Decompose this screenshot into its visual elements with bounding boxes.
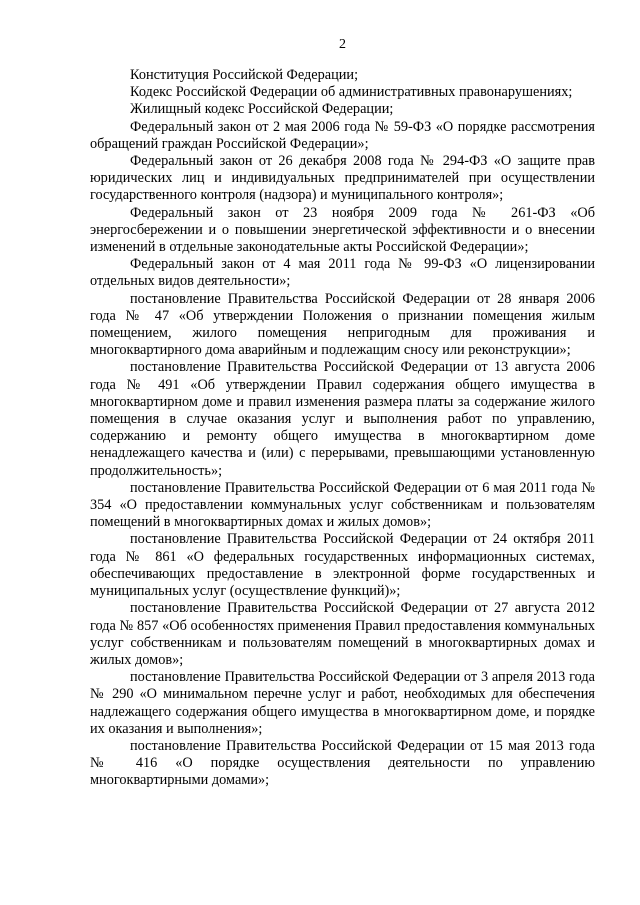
legal-act-item: постановление Правительства Российской Федерации от 24 октября 2011 года № 861 «О федеральных государственных информационных системах, обеспечивающих предоставление в электронной форме государственных и муниципальных услуг (осуществление функций)»; [90,531,595,600]
legal-act-item: Федеральный закон от 4 мая 2011 года № 99-ФЗ «О лицензировании отдельных видов деятельности»; [90,256,595,290]
legal-act-item: постановление Правительства Российской Федерации от 15 мая 2013 года № 416 «О порядке осуществления деятельности по управлению многоквартирными домами»; [90,737,595,789]
legal-act-item: Федеральный закон от 2 мая 2006 года № 59-ФЗ «О порядке рассмотрения обращений граждан Российской Федерации»; [90,118,595,152]
legal-act-item: Федеральный закон от 23 ноября 2009 года № 261-ФЗ «Об энергосбережении и о повышении энергетической эффективности и о внесении изменений в отдельные законодательные акты Российской Федерации»; [90,204,595,256]
legal-act-item: постановление Правительства Российской Федерации от 13 августа 2006 года № 491 «Об утверждении Правил содержания общего имущества в многоквартирном доме и правил изменения размера платы за содержание жилого помещения в случае оказания услуг и выполнения работ по управлению, содержанию и ремонту общего имущества в многоквартирном доме ненадлежащего качества и (или) с перерывами, превышающими установленную продолжительность»; [90,359,595,479]
legal-act-item: постановление Правительства Российской Федерации от 27 августа 2012 года № 857 «Об особенностях применения Правил предоставления коммунальных услуг собственникам и пользователям помещений в многоквартирных домах и жилых домов»; [90,600,595,668]
legal-act-item: Жилищный кодекс Российской Федерации; [130,101,394,118]
legal-act-item: постановление Правительства Российской Федерации от 6 мая 2011 года № 354 «О предоставлении коммунальных услуг собственникам и пользователям помещений в многоквартирных домах и жилых домов»; [90,479,595,531]
legal-act-item: Конституция Российской Федерации; [130,67,359,83]
legal-act-item: постановление Правительства Российской Федерации от 3 апреля 2013 года № 290 «О минимальном перечне услуг и работ, необходимых для обеспечения надлежащего содержания общего имущества в многоквартирном доме, и порядке их оказания и выполнения»; [90,669,595,737]
legal-act-item: постановление Правительства Российской Федерации от 28 января 2006 года № 47 «Об утверждении Положения о признании помещения жилым помещением, жилого помещения непригодным для проживания и многоквартирного дома аварийным и подлежащим сносу или реконструкции»; [90,290,595,359]
page-number: 2 [339,37,346,52]
legal-act-item: Федеральный закон от 26 декабря 2008 года № 294-ФЗ «О защите прав юридических лиц и индивидуальных предпринимателей при осуществлении государственного контроля (надзора) и муниципального контроля»; [90,153,595,204]
legal-act-item: Кодекс Российской Федерации об административных правонарушениях; [130,84,573,101]
legal-acts-list [90,67,595,790]
